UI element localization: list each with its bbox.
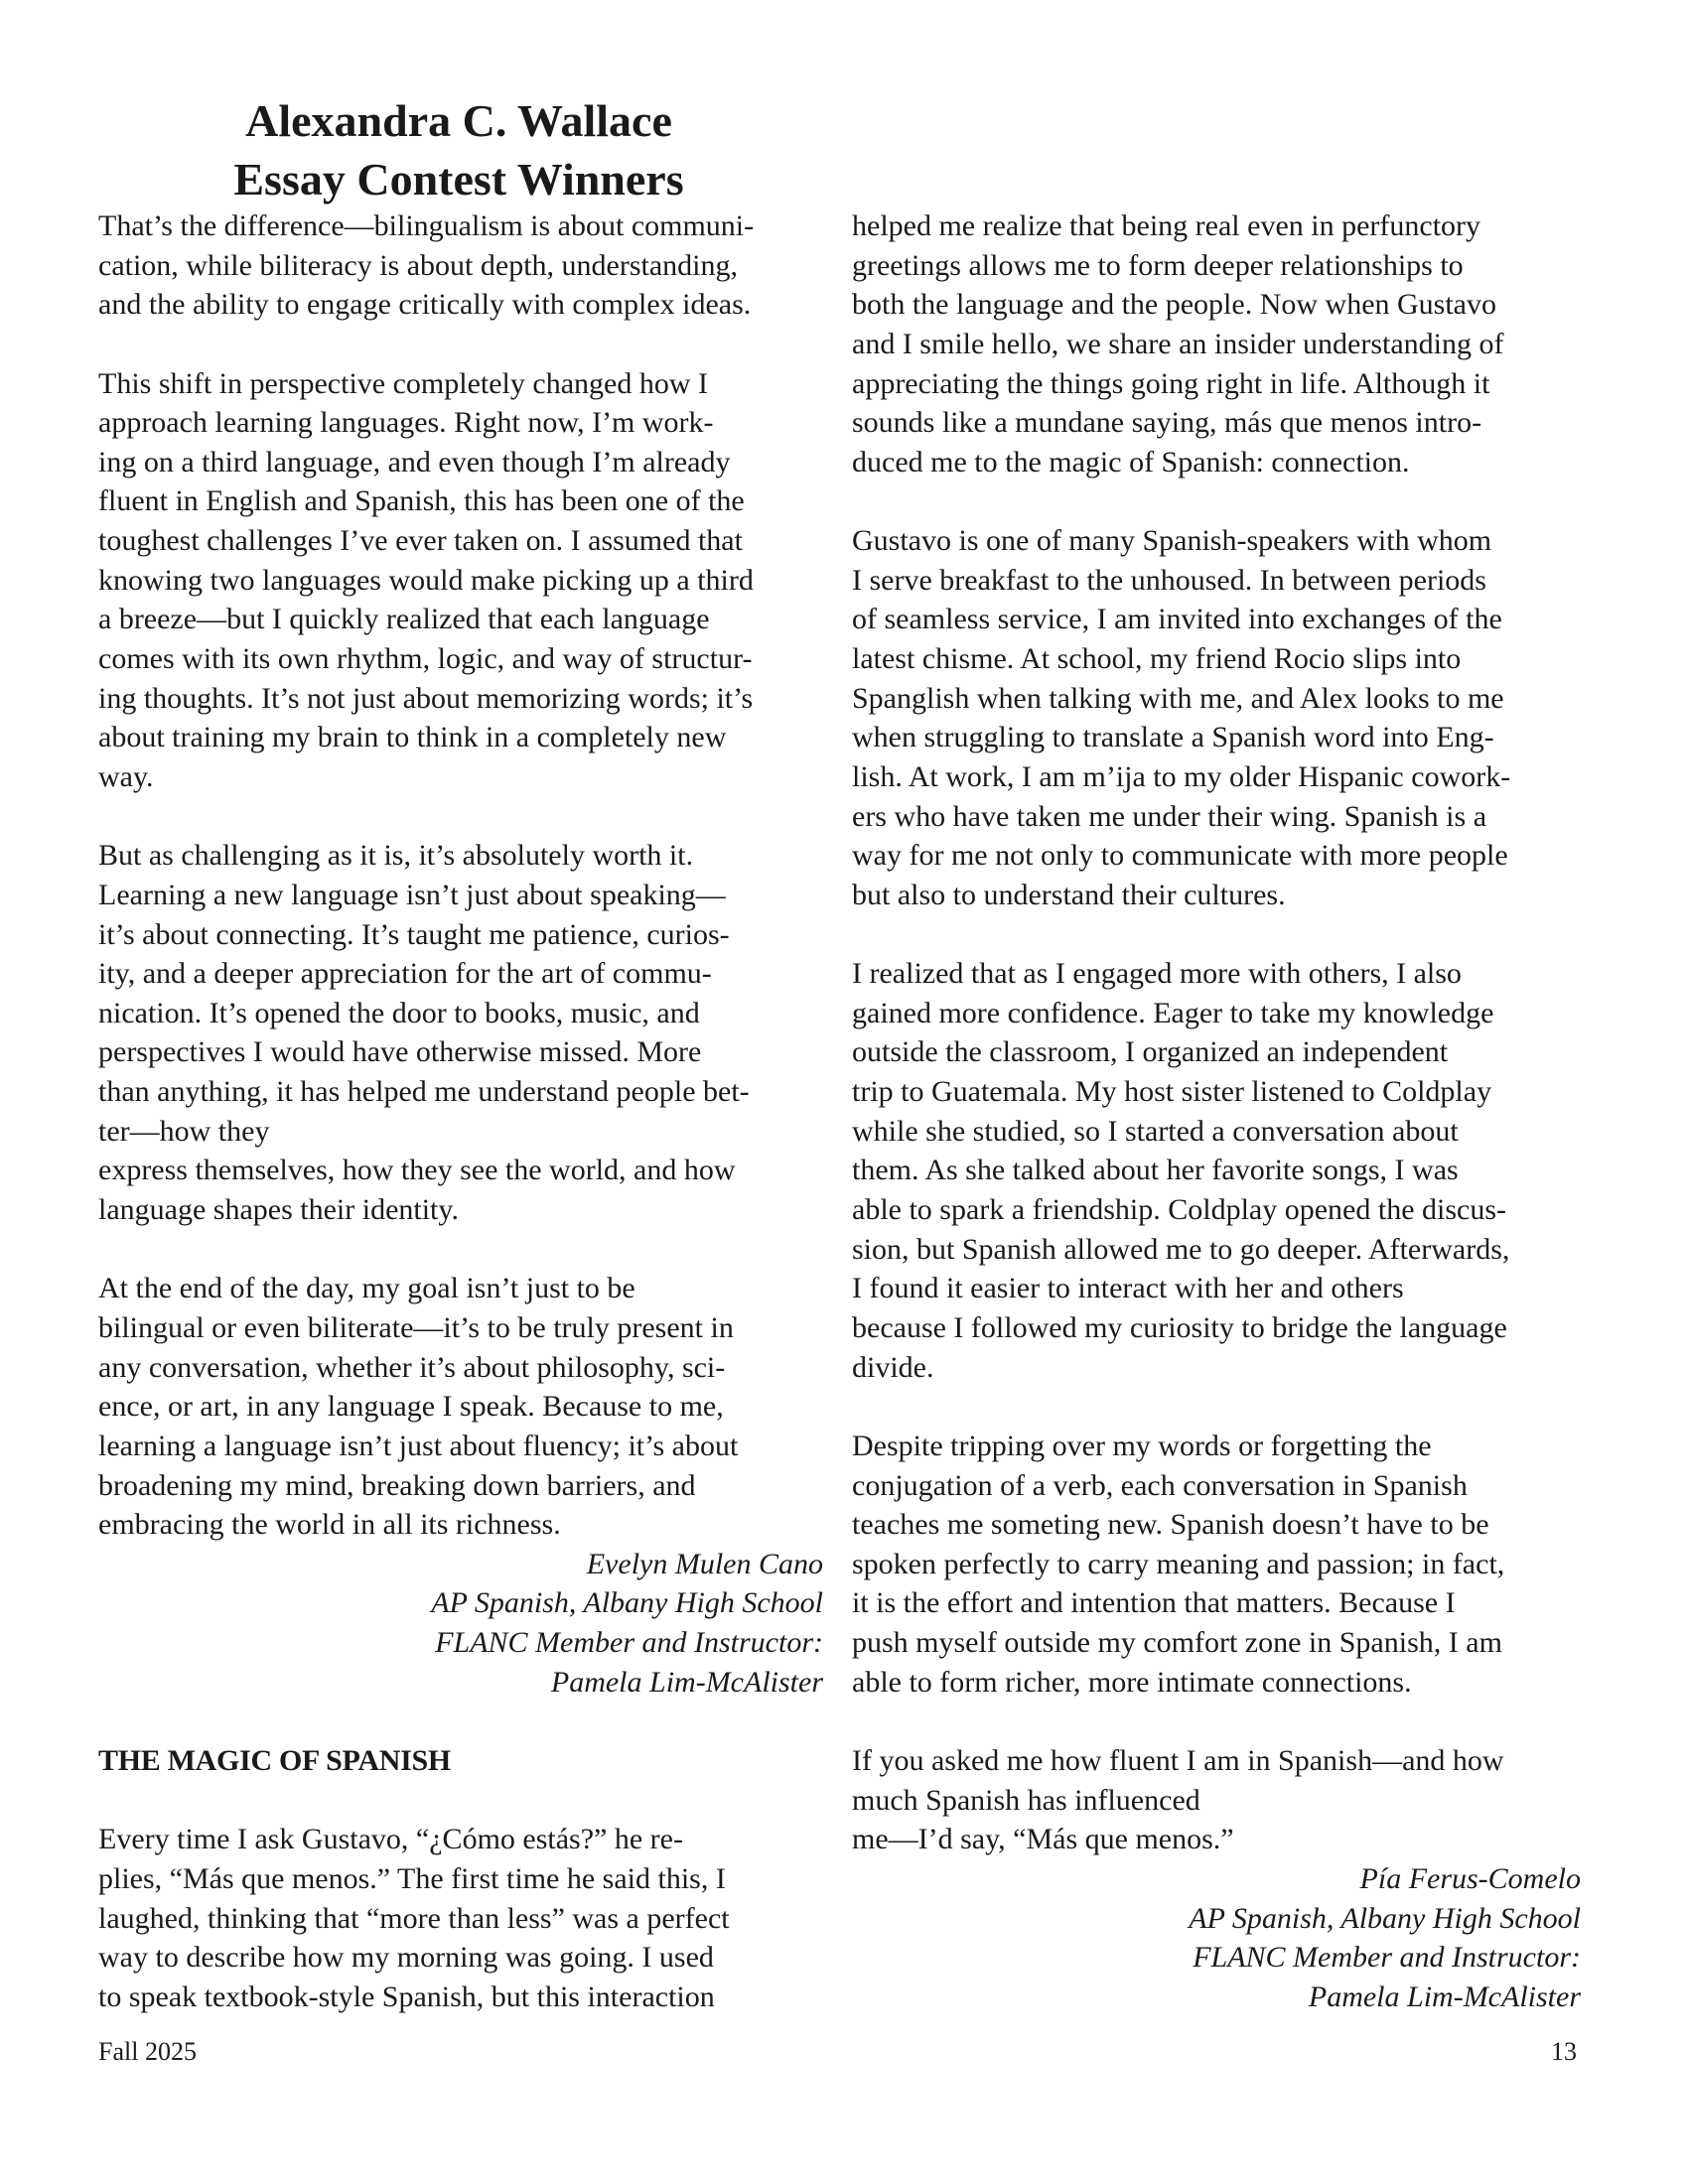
text-line: than anything, it has helped me understand people bet- [98, 1075, 750, 1109]
footer-issue-date: Fall 2025 [98, 2037, 197, 2066]
text-line: sounds like a mundane saying, más que menos intro- [852, 406, 1482, 440]
text-line: a breeze—but I quickly realized that each language [98, 603, 710, 636]
title-line-1: Alexandra C. Wallace [245, 95, 672, 146]
essay-heading [98, 1741, 823, 1781]
text-line: learning a language isn’t just about fluency; it’s about [98, 1429, 739, 1462]
text-line: while she studied, so I started a conversation about [852, 1114, 1459, 1148]
text-line: This shift in perspective completely changed how I [98, 366, 708, 400]
text-line: approach learning languages. Right now, I’m work- [98, 406, 714, 440]
text-line: I realized that as I engaged more with others, I also [852, 957, 1462, 991]
text-line: able to spark a friendship. Coldplay opened the discus- [852, 1193, 1507, 1227]
text-line: fluent in English and Spanish, this has been one of the [98, 484, 745, 518]
text-line: knowing two languages would make picking up a third [98, 563, 754, 597]
text-line: way to describe how my morning was going. I used [98, 1941, 714, 1975]
text-line: At the end of the day, my goal isn’t just to be [98, 1272, 635, 1305]
text-line: them. As she talked about her favorite songs, I was [852, 1154, 1459, 1187]
text-line: AP Spanish, Albany High School [1189, 1901, 1581, 1935]
text-line: lish. At work, I am m’ija to my older Hispanic cowork- [852, 759, 1511, 793]
text-line: FLANC Member and Instructor: [435, 1626, 823, 1660]
text-line: ing on a third language, and even though I’m already [98, 445, 731, 478]
paragraph-spacer [98, 1781, 823, 1821]
paragraph [98, 206, 823, 325]
text-line: about training my brain to think in a completely new [98, 721, 727, 754]
text-line: Despite tripping over my words or forgetting the [852, 1429, 1432, 1462]
text-line: toughest challenges I’ve ever taken on. I assumed that [98, 524, 743, 558]
text-line: ter—how they [98, 1114, 270, 1148]
left-column [98, 206, 823, 2016]
text-line: I found it easier to interact with her and others [852, 1272, 1404, 1305]
text-line: greetings allows me to form deeper relationships to [852, 248, 1464, 282]
text-line: Pía Ferus-Comelo [1359, 1861, 1581, 1895]
page-title [98, 91, 819, 208]
text-line: ity, and a deeper appreciation for the art of commu- [98, 957, 712, 991]
text-line: gained more confidence. Eager to take my knowledge [852, 996, 1494, 1029]
text-line: conjugation of a verb, each conversation in Spanish [852, 1468, 1468, 1502]
text-line: spoken perfectly to carry meaning and passion; in fact, [852, 1547, 1505, 1580]
text-line: when struggling to translate a Spanish word into Eng- [852, 721, 1494, 754]
text-line: much Spanish has influenced [852, 1783, 1200, 1817]
text-line: I serve breakfast to the unhoused. In between periods [852, 563, 1486, 597]
paragraph-spacer [852, 1387, 1581, 1427]
text-line: and I smile hello, we share an insider understanding of [852, 327, 1504, 360]
text-line: Gustavo is one of many Spanish-speakers with whom [852, 524, 1492, 558]
text-line: way for me not only to communicate with more people [852, 839, 1508, 873]
text-line: me—I’d say, “Más que menos.” [852, 1823, 1234, 1856]
text-line: AP Spanish, Albany High School [431, 1586, 823, 1620]
text-line: to speak textbook-style Spanish, but this interaction [98, 1979, 715, 2013]
author-signature [852, 1859, 1581, 2017]
text-line: If you asked me how fluent I am in Spanish—and how [852, 1743, 1504, 1777]
text-line: cation, while biliteracy is about depth, understanding, [98, 248, 739, 282]
text-line: push myself outside my comfort zone in Spanish, I am [852, 1626, 1502, 1660]
paragraph-spacer [852, 915, 1581, 955]
paragraph-spacer [852, 1702, 1581, 1741]
text-line: it’s about connecting. It’s taught me patience, curios- [98, 917, 730, 951]
text-line: ence, or art, in any language I speak. Because to me, [98, 1390, 724, 1424]
text-line: Spanglish when talking with me, and Alex looks to me [852, 681, 1504, 715]
text-line: But as challenging as it is, it’s absolutely worth it. [98, 839, 694, 873]
text-line: nication. It’s opened the door to books, music, and [98, 996, 700, 1029]
text-line: ing thoughts. It’s not just about memorizing words; it’s [98, 681, 754, 715]
text-line: able to form richer, more intimate connections. [852, 1665, 1412, 1699]
text-line: laughed, thinking that “more than less” was a perfect [98, 1901, 730, 1935]
paragraph [852, 1427, 1581, 1702]
text-line: embracing the world in all its richness. [98, 1508, 561, 1542]
text-line: of seamless service, I am invited into exchanges of the [852, 603, 1502, 636]
text-line: sion, but Spanish allowed me to go deeper. Afterwards, [852, 1232, 1510, 1266]
text-line: teaches me someting new. Spanish doesn’t have to be [852, 1508, 1489, 1542]
text-line: Pamela Lim-McAlister [1308, 1979, 1581, 2013]
text-line: ers who have taken me under their wing. Spanish is a [852, 799, 1487, 833]
text-line: and the ability to engage critically with complex ideas. [98, 288, 752, 322]
right-column [852, 206, 1581, 2016]
paragraph [852, 1741, 1581, 1859]
text-line: because I followed my curiosity to bridge the language [852, 1310, 1507, 1344]
text-line: broadening my mind, breaking down barriers, and [98, 1468, 696, 1502]
author-signature [98, 1545, 823, 1703]
paragraph-spacer [98, 325, 823, 364]
text-line: Every time I ask Gustavo, “¿Cómo estás?” he re- [98, 1823, 683, 1856]
paragraph-spacer [98, 797, 823, 837]
paragraph [98, 836, 823, 1229]
text-line: both the language and the people. Now when Gustavo [852, 288, 1496, 322]
text-line: outside the classroom, I organized an independent [852, 1035, 1449, 1069]
text-line: perspectives I would have otherwise missed. More [98, 1035, 702, 1069]
text-line: Learning a new language isn’t just about speaking— [98, 878, 726, 911]
text-line: divide. [852, 1350, 934, 1384]
paragraph [98, 364, 823, 797]
text-line: Pamela Lim-McAlister [550, 1665, 823, 1699]
page-number: 13 [1551, 2037, 1577, 2066]
text-line: express themselves, how they see the world, and how [98, 1154, 736, 1187]
text-line: That’s the difference—bilingualism is about communi- [98, 209, 755, 242]
paragraph-spacer [98, 1230, 823, 1270]
paragraph [98, 1269, 823, 1544]
paragraph-spacer [852, 481, 1581, 521]
text-line: THE MAGIC OF SPANISH [98, 1743, 451, 1777]
paragraph [98, 1820, 823, 2016]
paragraph [852, 206, 1581, 481]
text-line: language shapes their identity. [98, 1193, 459, 1227]
text-line: appreciating the things going right in life. Although it [852, 366, 1490, 400]
paragraph-spacer [98, 1702, 823, 1741]
text-line: but also to understand their cultures. [852, 878, 1286, 911]
paragraph [852, 954, 1581, 1387]
text-line: comes with its own rhythm, logic, and way of structur- [98, 642, 753, 676]
title-line-2: Essay Contest Winners [233, 154, 684, 205]
text-line: bilingual or even biliterate—it’s to be truly present in [98, 1310, 734, 1344]
text-line: any conversation, whether it’s about philosophy, sci- [98, 1350, 726, 1384]
text-line: way. [98, 759, 154, 793]
text-line: latest chisme. At school, my friend Rocio slips into [852, 642, 1462, 676]
text-line: Evelyn Mulen Cano [586, 1547, 823, 1580]
text-line: trip to Guatemala. My host sister listened to Coldplay [852, 1075, 1492, 1109]
text-line: it is the effort and intention that matters. Because I [852, 1586, 1456, 1620]
paragraph [852, 521, 1581, 914]
text-line: helped me realize that being real even in perfunctory [852, 209, 1481, 242]
text-line: plies, “Más que menos.” The first time he said this, I [98, 1861, 726, 1895]
text-line: FLANC Member and Instructor: [1193, 1941, 1581, 1975]
text-line: duced me to the magic of Spanish: connection. [852, 445, 1410, 478]
